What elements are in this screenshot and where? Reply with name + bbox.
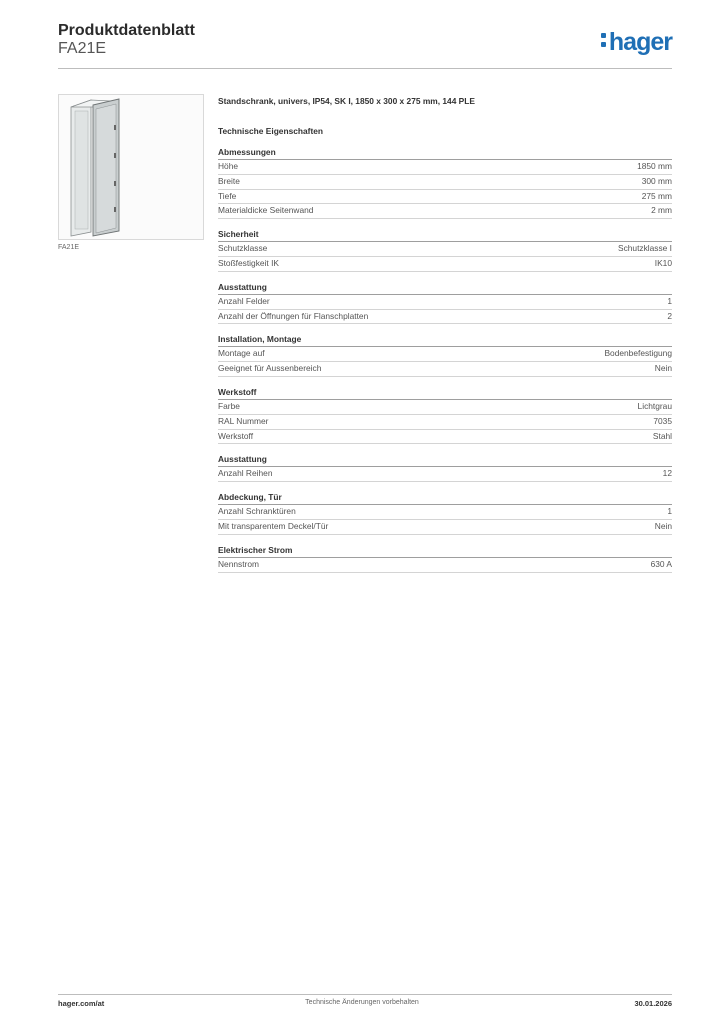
spec-section	[218, 146, 672, 219]
spec-value: 1	[667, 295, 672, 306]
spec-label: RAL Nummer	[218, 415, 269, 426]
footer-divider	[58, 994, 672, 995]
spec-label: Schutzklasse	[218, 243, 268, 254]
spec-row	[218, 242, 672, 257]
spec-value: Lichtgrau	[637, 400, 672, 411]
spec-label: Geeignet für Aussenbereich	[218, 363, 322, 374]
logo-colon-icon	[601, 33, 607, 48]
spec-value: 1850 mm	[637, 161, 672, 171]
spec-section	[218, 386, 672, 444]
section-heading: Installation, Montage	[218, 333, 672, 347]
footer-website: hager.com/at	[58, 999, 105, 1008]
spec-value: 630 A	[650, 558, 672, 569]
spec-value: 12	[662, 468, 672, 479]
spec-value: Stahl	[652, 430, 672, 441]
spec-section	[218, 228, 672, 272]
hager-logo	[601, 28, 672, 57]
footer-date: 30.01.2026	[634, 999, 672, 1008]
spec-label: Werkstoff	[218, 430, 254, 441]
spec-value: Nein	[654, 520, 672, 531]
spec-value: IK10	[654, 257, 672, 268]
section-heading: Werkstoff	[218, 386, 672, 400]
spec-row	[218, 362, 672, 377]
product-image	[58, 94, 204, 240]
spec-label: Tiefe	[218, 190, 237, 201]
spec-label: Breite	[218, 175, 240, 186]
section-heading: Ausstattung	[218, 453, 672, 467]
spec-section	[218, 453, 672, 482]
spec-row	[218, 160, 672, 175]
spec-label: Montage auf	[218, 348, 265, 359]
cabinet-illustration-icon	[59, 95, 203, 239]
spec-label: Anzahl Felder	[218, 295, 270, 306]
spec-section	[218, 491, 672, 535]
spec-value: 2 mm	[651, 205, 672, 216]
spec-label: Farbe	[218, 400, 240, 411]
section-heading: Ausstattung	[218, 281, 672, 295]
header-divider	[58, 68, 672, 69]
spec-row	[218, 175, 672, 190]
spec-value: Schutzklasse I	[618, 243, 672, 254]
spec-label: Nennstrom	[218, 558, 259, 569]
spec-section	[218, 333, 672, 377]
product-code: FA21E	[58, 40, 107, 57]
spec-value: 300 mm	[641, 175, 672, 186]
section-heading: Abdeckung, Tür	[218, 491, 672, 505]
logo-text: hager	[608, 28, 672, 56]
datasheet-content	[218, 96, 672, 582]
section-heading: Sicherheit	[218, 228, 672, 242]
image-caption: FA21E	[58, 244, 80, 251]
spec-label: Anzahl der Öffnungen für Flanschplatten	[218, 310, 369, 321]
spec-row	[218, 190, 672, 205]
section-heading: Abmessungen	[218, 146, 672, 160]
spec-row	[218, 400, 672, 415]
page-header	[58, 22, 672, 70]
spec-row	[218, 347, 672, 362]
spec-label: Materialdicke Seitenwand	[218, 205, 314, 216]
spec-row	[218, 415, 672, 430]
page-title: Produktdatenblatt	[58, 22, 195, 39]
spec-section	[218, 544, 672, 573]
spec-sections	[218, 146, 672, 573]
footer-disclaimer: Technische Änderungen vorbehalten	[305, 999, 419, 1006]
spec-label: Anzahl Schranktüren	[218, 506, 296, 517]
technical-properties-title: Technische Eigenschaften	[218, 126, 324, 136]
spec-section	[218, 281, 672, 325]
spec-value: Nein	[654, 363, 672, 374]
spec-row	[218, 558, 672, 573]
spec-row	[218, 505, 672, 520]
spec-row	[218, 295, 672, 310]
spec-label: Anzahl Reihen	[218, 468, 273, 479]
spec-value: 7035	[653, 415, 672, 426]
spec-label: Stoßfestigkeit IK	[218, 257, 279, 268]
spec-label: Höhe	[218, 161, 239, 171]
spec-row	[218, 467, 672, 482]
spec-value: Bodenbefestigung	[604, 348, 672, 359]
spec-row	[218, 520, 672, 535]
spec-row	[218, 257, 672, 272]
section-heading: Elektrischer Strom	[218, 544, 672, 558]
spec-value: 275 mm	[641, 190, 672, 201]
spec-row	[218, 204, 672, 219]
spec-label: Mit transparentem Deckel/Tür	[218, 520, 329, 531]
spec-row	[218, 310, 672, 325]
product-description: Standschrank, univers, IP54, SK I, 1850 x 300 x 275 mm, 144 PLE	[218, 96, 475, 106]
spec-row	[218, 430, 672, 445]
spec-value: 1	[667, 506, 672, 517]
spec-value: 2	[667, 310, 672, 321]
